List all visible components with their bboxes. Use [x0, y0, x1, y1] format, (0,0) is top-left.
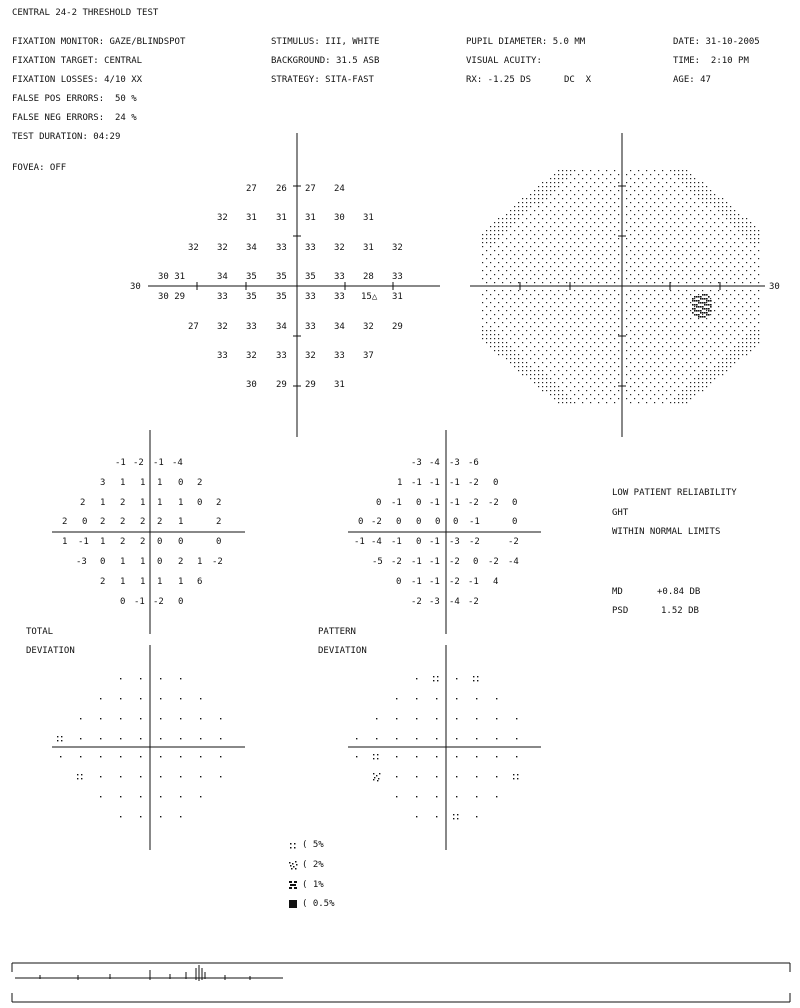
- pd-value: 0: [416, 517, 422, 527]
- threshold-value: 33: [334, 351, 345, 361]
- threshold-value: 32: [363, 322, 374, 332]
- threshold-value: 37: [363, 351, 374, 361]
- p5-symbol-icon: [290, 843, 296, 849]
- pd-value: 0: [416, 537, 422, 547]
- pd-value: -2: [371, 517, 382, 527]
- reliability-warning: LOW PATIENT RELIABILITY: [612, 488, 737, 498]
- td-value: 1: [140, 577, 146, 587]
- total-deviation-label: TOTAL: [26, 627, 54, 637]
- pd-value: -1: [449, 478, 460, 488]
- threshold-value: 33: [334, 272, 345, 282]
- threshold-value: 30 29: [158, 292, 186, 302]
- pd-value: -2: [488, 557, 499, 567]
- td-value: -2: [133, 458, 144, 468]
- td-value: 6: [197, 577, 203, 587]
- td-value: -3: [76, 557, 87, 567]
- td-value: 2: [178, 557, 184, 567]
- threshold-value: 33: [276, 243, 287, 253]
- visual-acuity: VISUAL ACUITY:: [466, 56, 542, 66]
- legend-p05: ( 0.5%: [302, 899, 335, 909]
- td-value: 1: [140, 557, 146, 567]
- td-value: 1: [62, 537, 68, 547]
- td-value: 2: [197, 478, 203, 488]
- pd-value: -4: [508, 557, 519, 567]
- patient-age: AGE: 47: [673, 75, 711, 85]
- threshold-value: 28: [363, 272, 374, 282]
- threshold-value: 33: [305, 322, 316, 332]
- fixation-target: FIXATION TARGET: CENTRAL: [12, 56, 143, 66]
- threshold-value: 31: [246, 213, 257, 223]
- threshold-value: 32: [334, 243, 345, 253]
- threshold-value: 32: [188, 243, 199, 253]
- threshold-value: 32: [217, 243, 228, 253]
- td-value: 1: [100, 498, 106, 508]
- md-value: +0.84 DB: [657, 587, 701, 597]
- pd-value: 0: [473, 557, 479, 567]
- td-value: 3: [100, 478, 106, 488]
- threshold-value: 34: [276, 322, 287, 332]
- threshold-value: 24: [334, 184, 345, 194]
- threshold-value: 34: [217, 272, 228, 282]
- td-value: 2: [140, 517, 146, 527]
- fixation-monitor: FIXATION MONITOR: GAZE/BLINDSPOT: [12, 37, 186, 47]
- pd-value: -2: [468, 478, 479, 488]
- threshold-value: 29: [392, 322, 403, 332]
- threshold-value: 33: [246, 322, 257, 332]
- td-value: 1: [157, 478, 163, 488]
- pd-value: -2: [411, 597, 422, 607]
- pd-value: -1: [429, 537, 440, 547]
- threshold-value: 30: [246, 380, 257, 390]
- legend-p5: ( 5%: [302, 840, 324, 850]
- td-value: -1: [115, 458, 126, 468]
- td-value: 1: [120, 557, 126, 567]
- pd-value: 4: [493, 577, 499, 587]
- td-value: 2: [100, 577, 106, 587]
- pd-value: -1: [429, 557, 440, 567]
- pd-value: -4: [371, 537, 382, 547]
- threshold-value: 27: [188, 322, 199, 332]
- td-value: 0: [120, 597, 126, 607]
- test-duration: TEST DURATION: 04:29: [12, 132, 121, 142]
- pd-value: 1: [397, 478, 403, 488]
- legend-p2: ( 2%: [302, 860, 324, 870]
- pd-value: -1: [391, 537, 402, 547]
- pd-value: 0: [493, 478, 499, 488]
- td-value: 1: [157, 577, 163, 587]
- pd-value: -3: [411, 458, 422, 468]
- pd-value: -2: [508, 537, 519, 547]
- threshold-value: 30: [334, 213, 345, 223]
- pd-value: -2: [391, 557, 402, 567]
- td-value: 0: [157, 537, 163, 547]
- pd-value: 0: [396, 517, 402, 527]
- psd-value: 1.52 DB: [661, 606, 699, 616]
- threshold-value: 31: [392, 292, 403, 302]
- pd-value: -6: [468, 458, 479, 468]
- pd-value: 0: [435, 517, 441, 527]
- td-value: -1: [134, 597, 145, 607]
- threshold-value: 33: [305, 243, 316, 253]
- pd-value: -1: [411, 577, 422, 587]
- pd-value: -2: [449, 577, 460, 587]
- false-pos-errors: FALSE POS ERRORS: 50 %: [12, 94, 137, 104]
- threshold-value: 33: [334, 292, 345, 302]
- p05-symbol-icon: [289, 900, 297, 908]
- threshold-value: 35: [246, 292, 257, 302]
- pd-value: -2: [468, 597, 479, 607]
- threshold-value-blindspot: 15△: [361, 292, 378, 302]
- pupil-diameter: PUPIL DIAMETER: 5.0 MM: [466, 37, 586, 47]
- ght-value: WITHIN NORMAL LIMITS: [612, 527, 721, 537]
- pd-value: -2: [469, 537, 480, 547]
- pd-value: -3: [429, 597, 440, 607]
- threshold-value: 35: [246, 272, 257, 282]
- td-value: 2: [140, 537, 146, 547]
- threshold-value: 33: [217, 292, 228, 302]
- stimulus: STIMULUS: III, WHITE: [271, 37, 380, 47]
- td-value: 1: [120, 577, 126, 587]
- threshold-value: 32: [217, 213, 228, 223]
- pd-value: 0: [416, 498, 422, 508]
- pd-value: -1: [391, 498, 402, 508]
- report-title: CENTRAL 24-2 THRESHOLD TEST: [12, 8, 159, 18]
- td-value: 0: [197, 498, 203, 508]
- pd-value: -2: [468, 498, 479, 508]
- p1-symbol-icon: [289, 881, 297, 889]
- strategy: STRATEGY: SITA-FAST: [271, 75, 374, 85]
- threshold-value: 34: [334, 322, 345, 332]
- td-value: 2: [120, 537, 126, 547]
- threshold-value: 32: [305, 351, 316, 361]
- rx-dc: DC X: [564, 75, 592, 85]
- pd-value: 0: [453, 517, 459, 527]
- threshold-value: 35: [276, 292, 287, 302]
- p2-symbol-icon: [289, 861, 298, 870]
- pd-value: -4: [429, 458, 440, 468]
- td-value: -2: [153, 597, 164, 607]
- test-date: DATE: 31-10-2005: [673, 37, 760, 47]
- pd-value: -1: [411, 557, 422, 567]
- test-time: TIME: 2:10 PM: [673, 56, 749, 66]
- td-value: 0: [178, 537, 184, 547]
- fovea-status: FOVEA: OFF: [12, 163, 67, 173]
- td-value: 2: [120, 517, 126, 527]
- background: BACKGROUND: 31.5 ASB: [271, 56, 380, 66]
- pd-value: -3: [449, 537, 460, 547]
- threshold-value: 31: [276, 213, 287, 223]
- threshold-value: 26: [276, 184, 287, 194]
- pd-value: -5: [372, 557, 383, 567]
- threshold-value: 32: [217, 322, 228, 332]
- td-value: 2: [216, 498, 222, 508]
- pd-value: -4: [449, 597, 460, 607]
- td-value: 2: [120, 498, 126, 508]
- pd-value: -3: [449, 458, 460, 468]
- pd-value: 0: [512, 498, 518, 508]
- pd-value: -1: [468, 577, 479, 587]
- threshold-value: 31: [363, 213, 374, 223]
- threshold-value: 31: [363, 243, 374, 253]
- threshold-value: 29: [276, 380, 287, 390]
- pattern-deviation-label: PATTERN: [318, 627, 356, 637]
- td-value: 2: [100, 517, 106, 527]
- pd-value: 0: [396, 577, 402, 587]
- pd-value: -1: [429, 478, 440, 488]
- td-value: 0: [216, 537, 222, 547]
- td-value: 1: [157, 498, 163, 508]
- rx: RX: -1.25 DS: [466, 75, 532, 85]
- threshold-value: 33: [217, 351, 228, 361]
- legend-p1: ( 1%: [302, 880, 324, 890]
- threshold-value: 33: [305, 292, 316, 302]
- false-neg-errors: FALSE NEG ERRORS: 24 %: [12, 113, 137, 123]
- td-value: 1: [178, 498, 184, 508]
- td-value: 1: [100, 537, 106, 547]
- threshold-value: 34: [246, 243, 257, 253]
- pd-value: -1: [429, 577, 440, 587]
- threshold-value: 35: [305, 272, 316, 282]
- pd-value: 0: [358, 517, 364, 527]
- td-value: 1: [120, 478, 126, 488]
- td-value: -1: [153, 458, 164, 468]
- td-value: 2: [62, 517, 68, 527]
- pd-value: -1: [449, 498, 460, 508]
- axis-label-right: 30: [769, 282, 780, 292]
- total-deviation-label-2: DEVIATION: [26, 646, 75, 656]
- pattern-deviation-label-2: DEVIATION: [318, 646, 367, 656]
- td-value: 2: [216, 517, 222, 527]
- threshold-value: 33: [392, 272, 403, 282]
- threshold-value: 27: [305, 184, 316, 194]
- threshold-value: 27: [246, 184, 257, 194]
- td-value: 1: [197, 557, 203, 567]
- td-value: 2: [80, 498, 86, 508]
- pd-value: -2: [488, 498, 499, 508]
- threshold-value: 29: [305, 380, 316, 390]
- threshold-value: 35: [276, 272, 287, 282]
- pd-value: -1: [411, 478, 422, 488]
- pd-value: -2: [449, 557, 460, 567]
- td-value: 1: [178, 577, 184, 587]
- td-value: 0: [178, 597, 184, 607]
- td-value: 0: [178, 478, 184, 488]
- td-value: -4: [172, 458, 183, 468]
- threshold-value: 30 31: [158, 272, 186, 282]
- td-value: 2: [157, 517, 163, 527]
- psd-label: PSD: [612, 606, 629, 616]
- threshold-value: 33: [276, 351, 287, 361]
- td-value: -2: [212, 557, 223, 567]
- axis-label-left: 30: [130, 282, 141, 292]
- pd-value: -1: [469, 517, 480, 527]
- pd-value: -1: [429, 498, 440, 508]
- threshold-value: 32: [392, 243, 403, 253]
- threshold-value: 32: [246, 351, 257, 361]
- pd-value: -1: [354, 537, 365, 547]
- td-value: 1: [140, 478, 146, 488]
- pd-value: 0: [512, 517, 518, 527]
- threshold-value: 31: [334, 380, 345, 390]
- pd-value: 0: [376, 498, 382, 508]
- ght-label: GHT: [612, 508, 629, 518]
- td-value: 0: [82, 517, 88, 527]
- td-value: 0: [100, 557, 106, 567]
- td-value: 1: [178, 517, 184, 527]
- threshold-value: 31: [305, 213, 316, 223]
- td-value: 1: [140, 498, 146, 508]
- md-label: MD: [612, 587, 623, 597]
- td-value: 0: [157, 557, 163, 567]
- fixation-losses: FIXATION LOSSES: 4/10 XX: [12, 75, 143, 85]
- td-value: -1: [78, 537, 89, 547]
